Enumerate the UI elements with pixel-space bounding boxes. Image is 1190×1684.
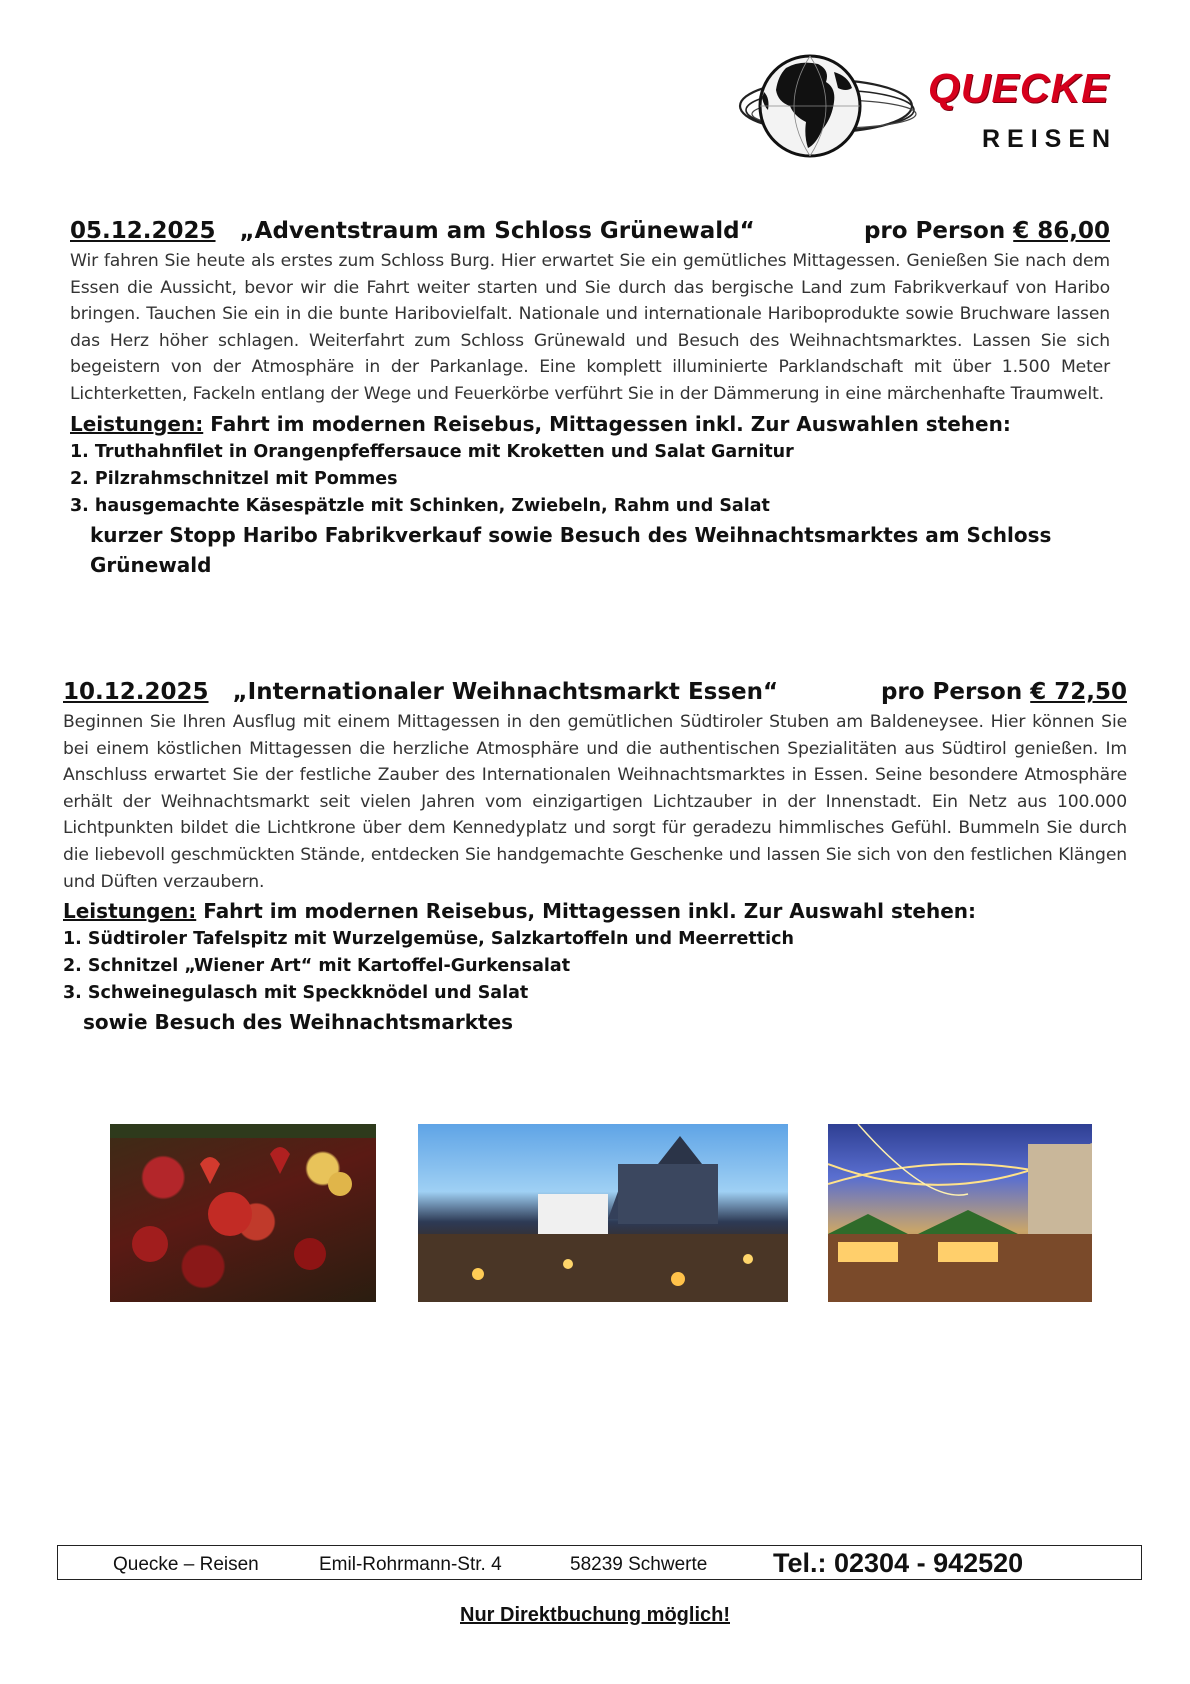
menu-option: 2. Pilzrahmschnitzel mit Pommes bbox=[70, 468, 398, 489]
services-text: Fahrt im modernen Reisebus, Mittagessen inkl. Zur Auswahl stehen: bbox=[196, 899, 977, 924]
services-line bbox=[63, 897, 1127, 926]
trip-date: 10.12.2025 bbox=[63, 679, 209, 705]
contact-footer bbox=[57, 1545, 1142, 1580]
menu-option: 2. Schnitzel „Wiener Art“ mit Kartoffel-Gurkensalat bbox=[63, 956, 571, 977]
services-label: Leistungen: bbox=[63, 899, 197, 924]
services-label: Leistungen: bbox=[70, 411, 204, 436]
trip-heading bbox=[70, 214, 1110, 248]
company-city: 58239 Schwerte bbox=[570, 1554, 708, 1575]
trip-extra: sowie Besuch des Weihnachtsmarktes bbox=[83, 1010, 514, 1035]
menu-option: 1. Truthahnfilet in Orangenpfeffersauce mit Kroketten und Salat Garnitur bbox=[70, 441, 794, 462]
menu-option: 1. Südtiroler Tafelspitz mit Wurzelgemüse, Salzkartoffeln und Meerrettich bbox=[63, 929, 794, 950]
price-label: pro Person bbox=[863, 218, 1006, 244]
trip-extra: kurzer Stopp Haribo Fabrikverkauf sowie Besuch des Weihnachtsmarktes am Schloss Grünewald bbox=[90, 522, 1052, 577]
photo-strip bbox=[0, 1124, 1190, 1304]
services-line bbox=[70, 410, 1110, 439]
trip-heading bbox=[63, 675, 1127, 709]
trip-date: 05.12.2025 bbox=[70, 218, 216, 244]
services-text: Fahrt im modernen Reisebus, Mittagessen inkl. Zur Auswahlen stehen: bbox=[203, 411, 1011, 436]
company-street: Emil-Rohrmann-Str. 4 bbox=[319, 1554, 502, 1575]
trip-description: Wir fahren Sie heute als erstes zum Schloss Burg. Hier erwartet Sie ein gemütliches Mittagessen. Genießen Sie nach dem Essen die Aussicht, bevor wir die Fahrt weiter starten und Sie durch das bergische Land zum Fabrikverkauf von Haribo bringen. Tauchen Sie ein in die bunte Haribovielfalt. Nationale und internationale Hariboprodukte sowie Bruchware lassen das Herz höher schlagen. Weiterfahrt zum Schloss Grünewald und Besuch des Weihnachtsmarktes. Lassen Sie sich begeistern von der Atmosphäre in der Parkanlage. Eine komplett illuminierte Parklandschaft mit über 1.500 Meter Lichterketten, Fackeln entlang der Wege und Feuerkörbe verführt Sie in der Dämmerung in eine märchenhafte Traumwelt. bbox=[70, 251, 1110, 404]
brand-name: QUECKE bbox=[928, 65, 1110, 111]
trip-section-1 bbox=[70, 214, 1110, 580]
castle-market-photo bbox=[418, 1124, 788, 1302]
brand-subtitle: REISEN bbox=[982, 125, 1118, 153]
company-name: Quecke – Reisen bbox=[113, 1554, 259, 1575]
illuminated-market-photo bbox=[828, 1124, 1092, 1302]
price-label: pro Person bbox=[880, 679, 1023, 705]
trip-price: € 86,00 bbox=[1013, 218, 1110, 244]
trip-title: „Adventstraum am Schloss Grünewald“ bbox=[239, 218, 755, 244]
menu-option: 3. Schweinegulasch mit Speckknödel und Salat bbox=[63, 983, 529, 1004]
booking-note: Nur Direktbuchung möglich! bbox=[460, 1604, 730, 1626]
company-phone: Tel.: 02304 - 942520 bbox=[773, 1548, 1024, 1578]
globe-icon bbox=[738, 48, 923, 166]
trip-description: Beginnen Sie Ihren Ausflug mit einem Mittagessen in den gemütlichen Südtiroler Stuben am Baldeneysee. Hier können Sie bei einem köstlichen Mittagessen die herzliche Atmosphäre und die authentischen Spezialitäten aus Südtirol genießen. Im Anschluss erwartet Sie der festliche Zauber des Internationalen Weihnachtsmarktes in Essen. Seine besondere Atmosphäre erhält der Weihnachtsmarkt seit vielen Jahren vom einzigartigen Lichtzauber in der Innenstadt. Ein Netz aus 100.000 Lichtpunkten bildet die Lichtkrone über dem Kennedyplatz und sorgt für geradezu himmlisches Gefühl. Bummeln Sie durch die liebevoll geschmückten Stände, entdecken Sie handgemachte Geschenke und lassen Sie sich von den festlichen Klängen und Düften verzaubern. bbox=[63, 712, 1127, 892]
christmas-ornaments-photo bbox=[110, 1124, 376, 1302]
trip-price: € 72,50 bbox=[1030, 679, 1127, 705]
trip-title: „Internationaler Weihnachtsmarkt Essen“ bbox=[232, 679, 779, 705]
menu-option: 3. hausgemachte Käsespätzle mit Schinken, Zwiebeln, Rahm und Salat bbox=[70, 495, 770, 516]
company-logo bbox=[738, 48, 1140, 166]
trip-section-2 bbox=[63, 675, 1127, 1037]
